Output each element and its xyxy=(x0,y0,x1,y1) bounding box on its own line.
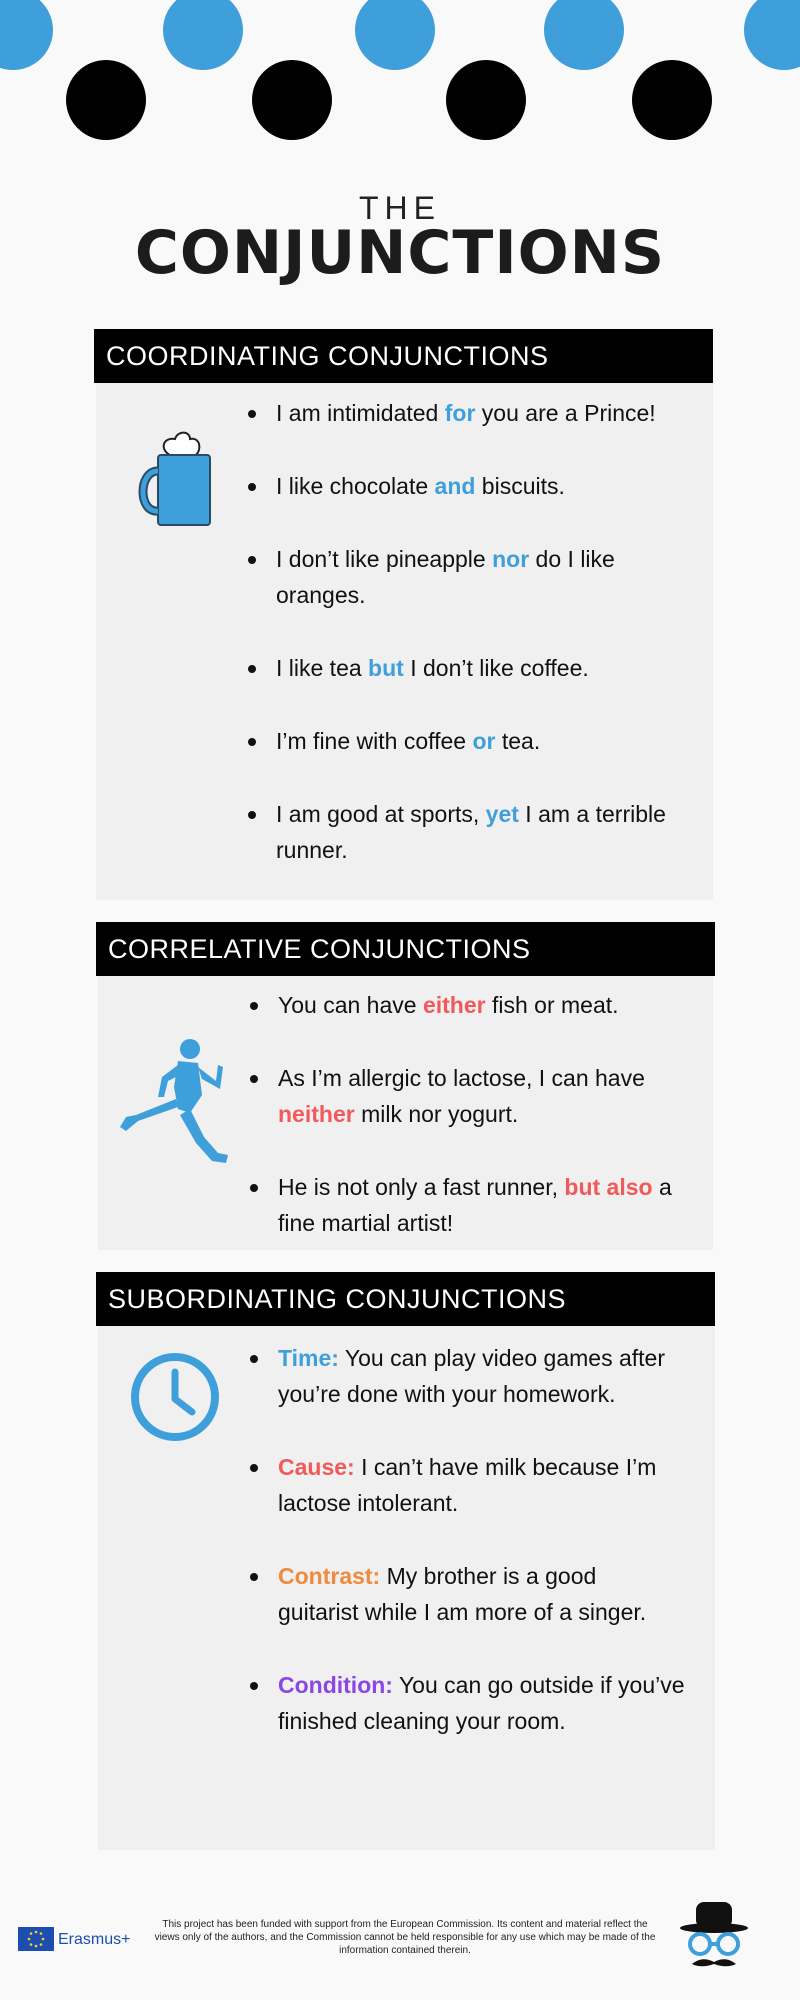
title-pre: THE xyxy=(359,190,441,226)
clock-icon xyxy=(128,1350,222,1444)
eu-flag-icon xyxy=(18,1927,54,1951)
list-item: Time: You can play video games after you’re done with your homework. xyxy=(250,1340,712,1412)
list-item: I am intimidated for you are a Prince! xyxy=(248,395,688,431)
decorative-dot xyxy=(744,0,800,70)
category-label: Condition: xyxy=(278,1672,393,1698)
conjunction-keyword: for xyxy=(444,400,476,426)
conjunction-keyword: but xyxy=(368,655,404,681)
conjunction-keyword: or xyxy=(472,728,496,754)
list-item: I’m fine with coffee or tea. xyxy=(248,723,688,759)
decorative-dot xyxy=(632,60,712,140)
conjunction-keyword: and xyxy=(434,473,476,499)
decorative-dot xyxy=(544,0,624,70)
decorative-dot xyxy=(66,60,146,140)
category-label: Cause: xyxy=(278,1454,355,1480)
list-item: He is not only a fast runner, but also a fine martial artist! xyxy=(250,1169,690,1241)
list-item: I like chocolate and biscuits. xyxy=(248,468,688,504)
correlative-list xyxy=(250,987,690,1241)
decorative-dot xyxy=(163,0,243,70)
conjunction-keyword: either xyxy=(422,992,486,1018)
coffee-mug-icon xyxy=(130,425,220,530)
list-item: I am good at sports, yet I am a terrible runner. xyxy=(248,796,688,868)
runner-icon xyxy=(118,1035,233,1175)
page-title: CONJUNCTIONS xyxy=(134,218,666,288)
coordinating-list xyxy=(248,395,688,868)
coordinating-heading: COORDINATING CONJUNCTIONS xyxy=(94,329,713,383)
conjunction-keyword: but also xyxy=(564,1174,653,1200)
conjunction-keyword: nor xyxy=(492,546,530,572)
list-item: As I’m allergic to lactose, I can have neither milk nor yogurt. xyxy=(250,1060,690,1132)
funding-disclaimer: This project has been funded with support from the European Commission. Its content and material reflect the views only of the authors, and the Commission cannot be held responsible for any use which may be made of the information contained therein. xyxy=(154,1919,656,1956)
decorative-dot xyxy=(252,60,332,140)
erasmus-logo: Erasmus+ xyxy=(58,1931,131,1948)
subordinating-heading: SUBORDINATING CONJUNCTIONS xyxy=(96,1272,715,1326)
conjunction-keyword: neither xyxy=(278,1101,355,1127)
gentleman-mascot-icon xyxy=(672,1898,756,1978)
list-item: I like tea but I don’t like coffee. xyxy=(248,650,688,686)
decorative-dot xyxy=(355,0,435,70)
decorative-dot xyxy=(0,0,53,70)
list-item: Contrast: My brother is a good guitarist while I am more of a singer. xyxy=(250,1558,712,1630)
conjunction-keyword: yet xyxy=(485,801,519,827)
correlative-heading: CORRELATIVE CONJUNCTIONS xyxy=(96,922,715,976)
list-item: You can have either fish or meat. xyxy=(250,987,690,1023)
list-item: Condition: You can go outside if you’ve finished cleaning your room. xyxy=(250,1667,712,1739)
decorative-dot xyxy=(446,60,526,140)
list-item: I don’t like pineapple nor do I like oranges. xyxy=(248,541,688,613)
list-item: Cause: I can’t have milk because I’m lactose intolerant. xyxy=(250,1449,712,1521)
subordinating-list xyxy=(250,1340,712,1739)
category-label: Contrast: xyxy=(278,1563,381,1589)
category-label: Time: xyxy=(278,1345,339,1371)
